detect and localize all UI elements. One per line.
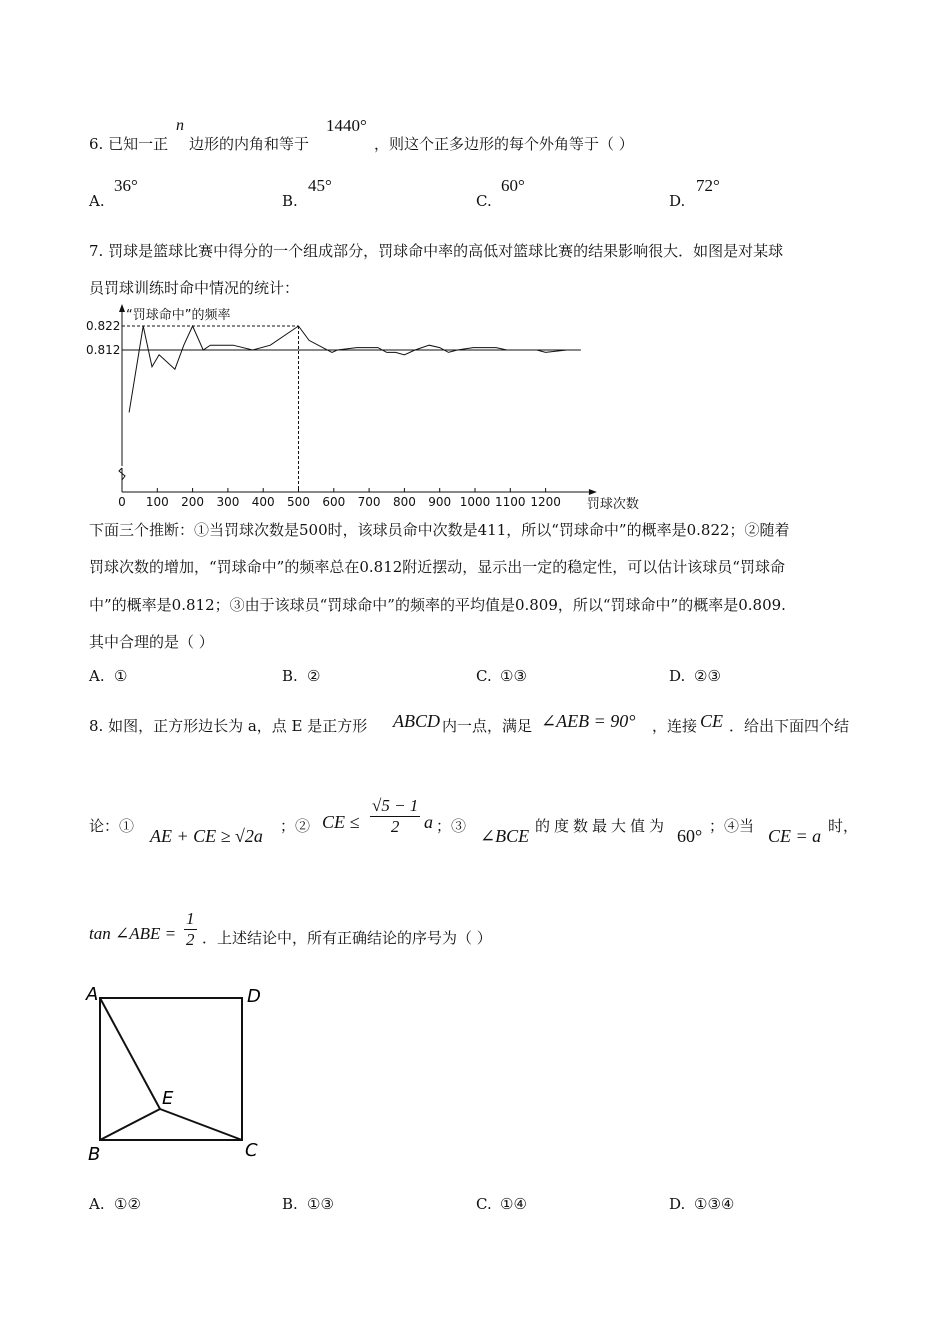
q7-option-b-value: ② xyxy=(307,667,321,685)
x-tick-label-0: 0 xyxy=(118,495,126,509)
q8-conclusion-2-pre: CE ≤ xyxy=(322,812,360,832)
q7-para4: 其中合理的是（ ） xyxy=(89,633,214,651)
q8-conclusion-3-value: 60° xyxy=(677,826,703,846)
q6-text-c: ，则这个正多边形的每个外角等于（ ） xyxy=(374,135,634,153)
q8-conclusion-1: AE + CE ≥ √2a xyxy=(150,826,263,846)
y-axis-title: “罚球命中”的频率 xyxy=(126,308,231,323)
q8-option-b-value: ①③ xyxy=(307,1195,334,1213)
x-tick-label-600: 600 xyxy=(322,495,346,509)
q7-option-a-letter[interactable]: A. xyxy=(89,667,105,685)
x-axis-label: 罚球次数 xyxy=(586,497,639,510)
x-tick-label-500: 500 xyxy=(287,495,310,509)
q7-option-a-value: ① xyxy=(114,667,128,685)
segment-ce xyxy=(160,1109,242,1140)
q8-option-a-letter[interactable]: A. xyxy=(89,1195,105,1213)
q6-text-b: 边形的内角和等于 xyxy=(189,135,310,153)
q7-chart xyxy=(80,300,680,510)
y-label-0.812: 0.812 xyxy=(86,343,121,357)
q8-tan-pre: tan ∠ABE = xyxy=(89,924,177,943)
q8-tan-denominator: 2 xyxy=(186,930,195,949)
label-c: C xyxy=(245,1140,258,1161)
q6-n: n xyxy=(176,117,184,134)
q7-para2: 罚球次数的增加，“罚球命中”的频率总在0.812附近摆动，显示出一定的稳定性，可以估计该球员“罚球命 xyxy=(89,558,785,576)
q6-option-c-value: 60° xyxy=(501,176,525,195)
q8-conclusion-4-text: 时， xyxy=(828,817,859,835)
x-tick-label-700: 700 xyxy=(357,495,381,509)
segment-ae xyxy=(100,998,160,1109)
series-line-0 xyxy=(129,326,567,412)
q7-para3: 中”的概率是0.812；③由于该球员“罚球命中”的频率的平均值是0.809，所以“罚球命中”的概率是0.809. xyxy=(89,596,786,614)
q8-conclusion-3: ∠BCE xyxy=(480,826,530,846)
q8-sep2: ；③ xyxy=(436,817,467,835)
x-tick-label-300: 300 xyxy=(216,495,240,509)
q8-option-b-letter[interactable]: B. xyxy=(282,1195,298,1213)
q8-ce: CE xyxy=(700,711,724,731)
q8-conclusion-2-fraction xyxy=(370,796,420,837)
q7-option-c-value: ①③ xyxy=(500,667,527,685)
q8-option-d-value: ①③④ xyxy=(694,1195,735,1213)
q7-line2: 员罚球训练时命中情况的统计： xyxy=(89,279,300,297)
y-label-0.822: 0.822 xyxy=(86,319,121,333)
q8-intro: 8. 如图，正方形边长为 a，点 E 是正方形 xyxy=(89,717,368,735)
x-tick-label-1000: 1000 xyxy=(459,495,491,509)
q8-angle: ∠AEB = 90° xyxy=(541,711,636,731)
q8-tan-fraction xyxy=(184,909,197,950)
q6-option-a-value: 36° xyxy=(114,176,138,195)
q6-option-d-value: 72° xyxy=(696,176,720,195)
q7-option-d-letter[interactable]: D. xyxy=(669,667,686,685)
x-tick-label-100: 100 xyxy=(145,495,169,509)
x-tick-label-1200: 1200 xyxy=(530,495,561,509)
q7-option-b-letter[interactable]: B. xyxy=(282,667,298,685)
q8-conclusion-2-post: a xyxy=(424,812,433,832)
q6-option-b-value: 45° xyxy=(308,176,332,195)
q8-intro-c: ，连接 xyxy=(652,717,698,735)
label-d: D xyxy=(247,986,261,1007)
label-e: E xyxy=(162,1088,174,1109)
label-b: B xyxy=(88,1144,101,1165)
q6-sum: 1440° xyxy=(326,116,367,135)
q7-line1: 7. 罚球是篮球比赛中得分的一个组成部分，罚球命中率的高低对篮球比赛的结果影响很大．如图是对某球 xyxy=(89,242,784,260)
q8-intro-d: ．给出下面四个结 xyxy=(729,717,850,735)
x-tick-label-1100: 1100 xyxy=(495,495,526,509)
x-axis-arrow xyxy=(589,489,597,495)
q8-abcd: ABCD xyxy=(393,711,440,731)
segment-be xyxy=(100,1109,160,1140)
q7-option-d-value: ②③ xyxy=(694,667,721,685)
square-abcd xyxy=(100,998,242,1140)
x-tick-label-800: 800 xyxy=(392,495,416,509)
q8-square-figure xyxy=(80,980,280,1170)
q8-conclusion-4: CE = a xyxy=(768,826,822,846)
y-axis-arrow xyxy=(119,304,125,312)
x-tick-label-900: 900 xyxy=(428,495,452,509)
q8-tan-post: ．上述结论中，所有正确结论的序号为（ ） xyxy=(202,929,492,947)
x-tick-label-400: 400 xyxy=(251,495,275,509)
q6-option-d-letter[interactable]: D. xyxy=(669,192,686,210)
q8-option-c-letter[interactable]: C. xyxy=(476,1195,492,1213)
q8-sep3: ；④当 xyxy=(709,817,755,835)
q6-option-c-letter[interactable]: C. xyxy=(476,192,492,210)
q6-option-a-letter[interactable]: A. xyxy=(89,192,105,210)
q8-c2-denominator: 2 xyxy=(390,817,400,836)
q6-text-a: 6. 已知一正 xyxy=(89,135,169,153)
q8-sep1: ；② xyxy=(280,817,311,835)
q8-intro-b: 内一点，满足 xyxy=(442,717,533,735)
label-a: A xyxy=(86,984,99,1005)
q6-option-b-letter[interactable]: B. xyxy=(282,192,298,210)
q8-option-a-value: ①② xyxy=(114,1195,141,1213)
q8-tan-numerator: 1 xyxy=(186,909,195,928)
q8-lun: 论：① xyxy=(89,817,135,835)
q7-para1: 下面三个推断：①当罚球次数是500时，该球员命中次数是411，所以“罚球命中”的概率是0.822；②随着 xyxy=(89,521,790,539)
q8-conclusion-3-text: 的度数最大值为 xyxy=(535,817,669,835)
q7-option-c-letter[interactable]: C. xyxy=(476,667,492,685)
q8-c2-numerator: √5 − 1 xyxy=(372,796,419,815)
x-tick-label-200: 200 xyxy=(181,495,205,509)
q8-option-d-letter[interactable]: D. xyxy=(669,1195,686,1213)
q8-option-c-value: ①④ xyxy=(500,1195,527,1213)
